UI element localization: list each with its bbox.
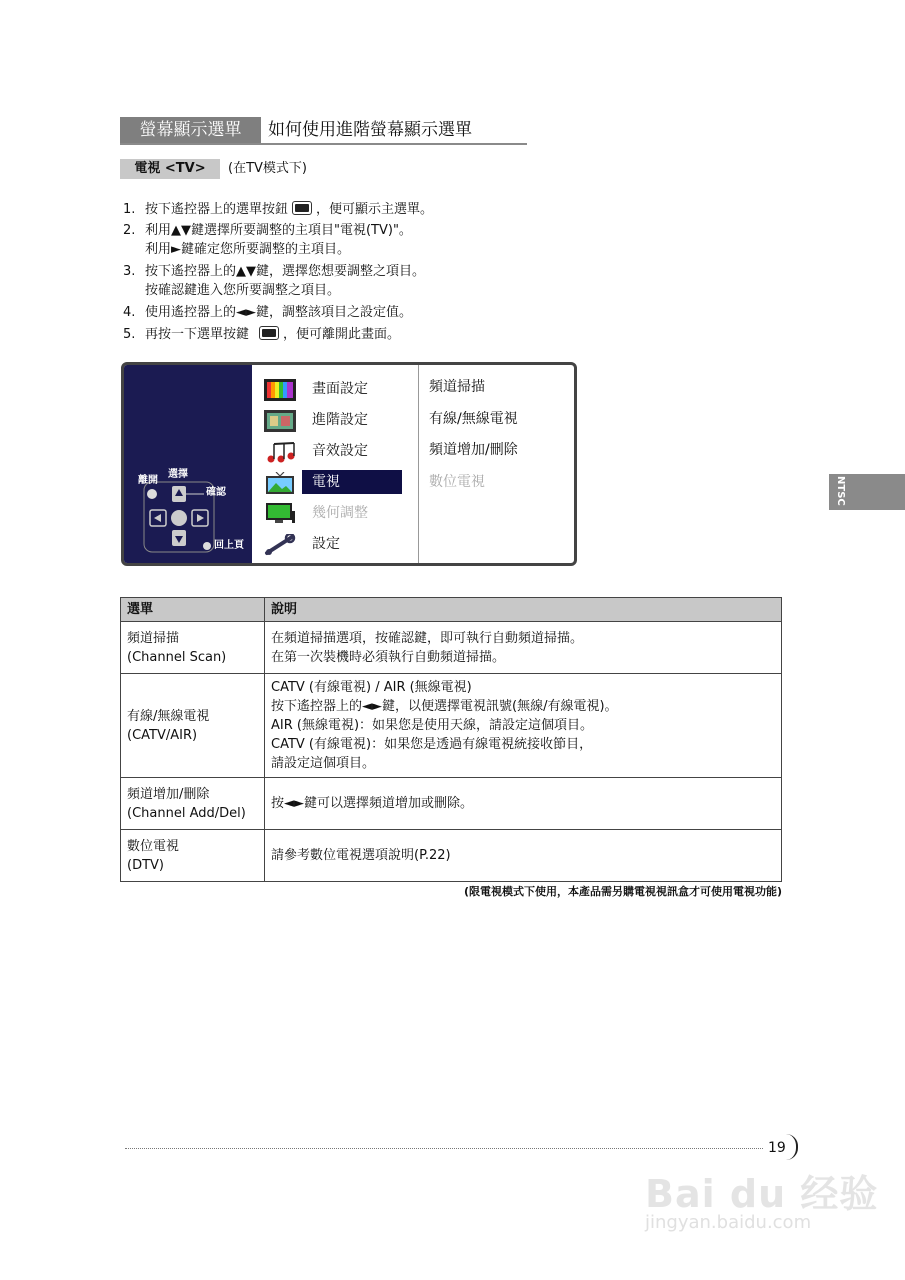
step-5: 5. 再按一下選單按鍵 ，便可離開此畫面。 [123, 327, 401, 342]
watermark-url: jingyan.baidu.com [645, 1212, 812, 1233]
table-header-description: 說明 [265, 598, 782, 622]
table-footnote: (限電視模式下使用，本產品需另購電視視訊盒才可使用電視功能) [463, 885, 782, 898]
remote-exit-label: 離開 [138, 475, 158, 486]
osd-menu-item-geometry[interactable] [252, 501, 418, 527]
osd-menu-label: 幾何調整 [312, 505, 368, 521]
table-row [121, 622, 782, 674]
osd-menu-label-selected: 電視 [302, 470, 402, 494]
osd-sub-menu [418, 365, 575, 563]
osd-main-menu [252, 365, 418, 563]
table-cell-description: 按◄►鍵可以選擇頻道增加或刪除。 [265, 778, 782, 830]
osd-menu-label: 音效設定 [312, 443, 368, 459]
remote-back-label: 回上頁 [214, 540, 244, 551]
monitor-icon [264, 503, 296, 525]
osd-menu [121, 362, 577, 566]
table-cell-menu: 頻道增加/刪除 (Channel Add/Del) [121, 778, 265, 830]
osd-sub-item-channel-scan[interactable]: 頻道掃描 [429, 379, 485, 395]
menu-description-table [120, 597, 782, 882]
step-1: 1. 按下遙控器上的選單按鈕 ，便可顯示主選單。 [123, 202, 434, 217]
osd-menu-item-tv[interactable] [252, 470, 418, 496]
table-row [121, 674, 782, 778]
table-cell-description: CATV (有線電視) / AIR (無線電視) 按下遙控器上的◄►鍵，以便選擇電視訊號(無線/有線電視)。 AIR (無線電視)：如果您是使用天線，請設定這個項目。 CATV (有線電視)：如果您是透過有線電視統接收節目， 請設定這個項目。 [265, 674, 782, 778]
menu-button-icon [292, 201, 312, 215]
table-cell-menu: 頻道掃描 (Channel Scan) [121, 622, 265, 674]
advanced-icon [264, 410, 296, 432]
osd-menu-item-picture[interactable] [252, 377, 418, 403]
page-title: 如何使用進階螢幕顯示選單 [268, 120, 472, 140]
table-row [121, 830, 782, 882]
side-tab [829, 474, 905, 510]
remote-dpad-icon [124, 365, 252, 563]
osd-menu-item-settings[interactable] [252, 532, 418, 558]
page-number-bracket [786, 1134, 798, 1160]
section-label: 螢幕顯示選單 [120, 117, 261, 143]
step-2-cont: 利用►鍵確定您所要調整的主項目。 [145, 242, 350, 257]
osd-menu-label: 畫面設定 [312, 381, 368, 397]
side-tab-label: NTSC [835, 476, 846, 506]
header-divider [120, 143, 527, 145]
page-number: 19 [768, 1140, 786, 1156]
osd-sub-item-channel-add-del[interactable]: 頻道增加/刪除 [429, 442, 518, 458]
osd-sub-item-catv-air[interactable]: 有線/無線電視 [429, 411, 518, 427]
table-cell-description: 在頻道掃描選項，按確認鍵，即可執行自動頻道掃描。 在第一次裝機時必須執行自動頻道掃描。 [265, 622, 782, 674]
osd-menu-label: 進階設定 [312, 412, 368, 428]
sub-section-label: 電視 <TV> [120, 159, 220, 179]
music-icon [264, 441, 296, 463]
osd-menu-label: 設定 [312, 536, 340, 552]
tv-icon [264, 472, 296, 494]
remote-select-label: 選擇 [168, 469, 188, 480]
step-3-cont: 按確認鍵進入您所要調整之項目。 [145, 283, 341, 298]
table-row [121, 778, 782, 830]
step-3: 3. 按下遙控器上的▲▼鍵，選擇您想要調整之項目。 [123, 264, 425, 279]
step-4: 4. 使用遙控器上的◄►鍵，調整該項目之設定值。 [123, 305, 412, 320]
picture-icon [264, 379, 296, 401]
menu-button-icon [259, 326, 279, 340]
footer-dotted-rule [125, 1148, 763, 1149]
osd-menu-item-audio[interactable] [252, 439, 418, 465]
osd-sub-item-dtv[interactable]: 數位電視 [429, 474, 485, 490]
sub-section-note: (在TV模式下) [228, 161, 307, 176]
remote-panel [124, 365, 252, 563]
wrench-icon [264, 534, 296, 556]
table-cell-description: 請參考數位電視選項說明(P.22) [265, 830, 782, 882]
table-cell-menu: 有線/無線電視 (CATV/AIR) [121, 674, 265, 778]
osd-menu-item-advanced[interactable] [252, 408, 418, 434]
remote-confirm-label: 確認 [206, 487, 226, 498]
step-2: 2. 利用▲▼鍵選擇所要調整的主項目"電視(TV)"。 [123, 223, 412, 238]
watermark-logo: Bai du 经验 [645, 1172, 879, 1216]
table-cell-menu: 數位電視 (DTV) [121, 830, 265, 882]
table-header-row [121, 598, 782, 622]
table-header-menu: 選單 [121, 598, 265, 622]
